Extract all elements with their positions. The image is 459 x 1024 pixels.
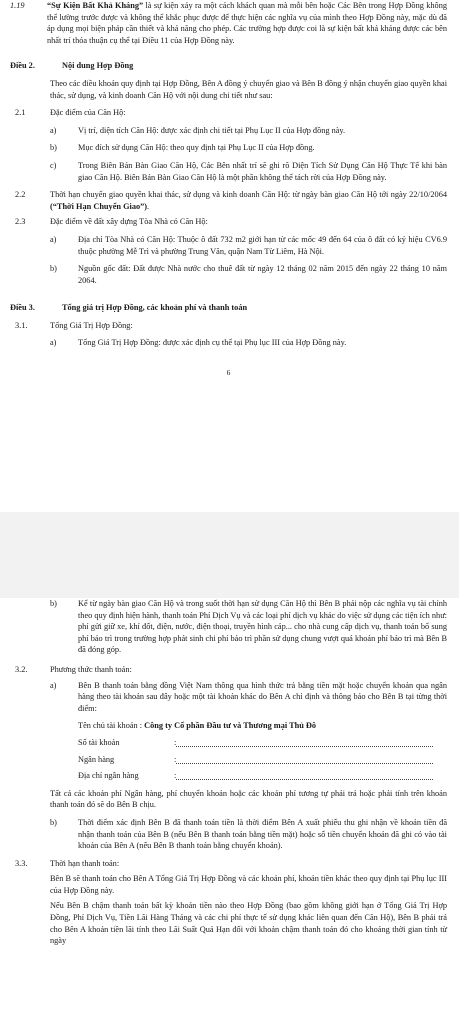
article-3-heading: Điều 3. Tổng giá trị Hợp Đồng, các khoản phí và thanh toán	[10, 303, 248, 313]
section-3-1-a: a) Tổng Giá Trị Hợp Đồng: được xác định cụ thể tại Phụ lục III của Hợp Đồng này.	[50, 338, 347, 348]
section-2-3-a: a) Địa chỉ Tòa Nhà có Căn Hộ: Thuộc ô đất 732 m2 giới hạn từ các mốc 49 đến 64 của ô đất có ký hiệu CV6.9 thuộc phường Mễ Trì và phường Trung Văn, quận Nam Từ Liêm, Hà Nội.	[50, 234, 447, 256]
field-bank-address: Địa chỉ ngân hàng :	[10, 770, 447, 782]
section-3-2-b: b) Thời điểm xác định Bên B đã thanh toán tiền là thời điểm Bên A xuất phiếu thu ghi nhận về khoản tiền đã nhận thanh toán của Bên B (nếu Bên B thanh toán bằng tiền mặt) hoặc số tiền chuyển khoản đã ghi có vào tài khoản của Bên A (nếu Bên B thanh toán bằng chuyển khoản).	[50, 817, 447, 851]
page-number: 6	[226, 368, 231, 378]
term-force-majeure: “Sự Kiện Bất Khả Kháng”	[47, 1, 144, 10]
field-account-number: Số tài khoản :	[10, 737, 447, 749]
section-2-3: 2.3 Đặc điểm về đất xây dựng Tòa Nhà có Căn Hộ:	[15, 217, 208, 227]
fees-note: Tất cả các khoản phí Ngân hàng, phí chuyển khoản hoặc các khoản phí tương tự phải trả hoặc phải tính trên khoản thanh toán đó sẽ do Bên B chịu.	[50, 788, 447, 810]
section-2-2: 2.2 Thời hạn chuyển giao quyền khai thác, sử dụng và kinh doanh Căn Hộ: từ ngày bàn giao Căn Hộ tới ngày 22/10/2064 (“Thời Hạn Chuyển Giao”).	[15, 190, 447, 211]
section-3-2-a: a) Bên B thanh toán bằng đồng Việt Nam thông qua hình thức trả bằng tiền mặt hoặc chuyển khoản qua ngân hàng theo tài khoản sau đây hoặc một tài khoản khác do Bên A chỉ định và thông báo cho Bên B tại từng thời điểm:	[50, 680, 447, 713]
section-3-1: 3.1. Tổng Giá Trị Hợp Đồng:	[15, 320, 133, 330]
article-2-heading: Điều 2. Nội dung Hợp Đồng	[10, 61, 134, 71]
page-gap	[0, 512, 459, 598]
section-3-3-para-1: Bên B sẽ thanh toán cho Bên A Tổng Giá Trị Hợp Đồng và các khoản phí, khoản tiền khác theo quy định tại Phụ lục III của Hợp Đồng này.	[50, 874, 447, 895]
section-2-1-a: a) Vị trí, diện tích Căn Hộ: được xác định chi tiết tại Phụ Lục II của Hợp đồng này.	[50, 125, 346, 135]
field-bank: Ngân hàng :	[10, 754, 447, 766]
clause-text: “Sự Kiện Bất Khả Kháng” là sự kiện xảy ra một cách khách quan mà mỗi bên hoặc Các Bên trong Hợp Đồng không thể lường trước được và không thể khắc phục được để thực hiện các nghĩa vụ của mình theo Hợp Đồng này, mặc dù đã áp dụng mọi biện pháp cần thiết và khả năng cho phép. Các trường hợp được coi là sự kiện bất khả kháng được các bên nhất trí thỏa thuận cụ thể tại Điều 11 của Hợp Đồng này.	[47, 1, 448, 45]
section-2-1-c: c) Trong Biên Bản Bàn Giao Căn Hộ, Các Bên nhất trí sẽ ghi rõ Diện Tích Sử Dụng Căn Hộ Thực Tế khi bàn giao Căn Hộ. Biên Bản Bàn Giao Căn Hộ là một phần không thể tách rời của Hợp Đồng này.	[50, 160, 447, 182]
document-page-2	[0, 598, 459, 1024]
section-3-3-para-2: Nếu Bên B chậm thanh toán bất kỳ khoản tiền nào theo Hợp Đồng (bao gồm không giới hạn ở Tổng Giá Trị Hợp Đồng, Phí Dịch Vụ, Tiền Lãi Hàng Tháng và các chi phí thực tế sử dụng khác liên quan đến Căn Hộ), Bên B phải trả cho Bên A khoản tiền lãi tính theo Lãi Suất Quá Hạn đối với khoản chậm thanh toán đó cho khoảng thời gian tính từ ngày	[50, 901, 447, 946]
section-3-3: 3.3. Thời hạn thanh toán:	[15, 858, 120, 868]
bank-blank	[176, 754, 433, 764]
article-2-intro: Theo các điều khoản quy định tại Hợp Đồng, Bên A đồng ý chuyển giao và Bên B đồng ý nhận chuyển giao quyền khai thác, sử dụng, và kinh doanh Căn Hộ với nội dung chi tiết như sau:	[50, 78, 447, 100]
section-2-3-b: b) Nguồn gốc đất: Đất được Nhà nước cho thuê đất từ ngày 12 tháng 02 năm 2015 đến ngày 22 tháng 10 năm 2064.	[50, 264, 447, 285]
section-3-2: 3.2. Phương thức thanh toán:	[15, 664, 132, 674]
clause-number: 1.19	[10, 1, 25, 10]
account-number-blank	[176, 737, 433, 747]
section-2-1: 2.1 Đặc điểm của Căn Hộ:	[15, 108, 126, 118]
account-owner: Tên chủ tài khoản : Công ty Cổ phần Đầu tư và Thương mại Thủ Đô	[78, 721, 317, 731]
section-2-1-b: b) Mục đích sử dụng Căn Hộ: theo quy định tại Phụ Lục II của Hợp đồng.	[50, 143, 315, 153]
section-3-1-b: b) Kể từ ngày bàn giao Căn Hộ và trong suốt thời hạn sử dụng Căn Hộ thì Bên B phải nộp các nghĩa vụ tài chính theo quy định hiện hành, thanh toán Phí Dịch Vụ và các loại phí dịch vụ khác do việc sử dụng các tiện ích như: phí gửi giữ xe, khí đốt, điện, nước, điện thoại, truyền hình cáp... cho nhà cung cấp dịch vụ, thanh toán bổ sung phí bảo trì trong trường hợp phát sinh chi phí bảo trì phần sử dụng chung vượt quá khoản phí bảo trì mà Bên B đã đóng góp.	[50, 599, 447, 655]
bank-address-blank	[176, 770, 433, 780]
clause-1-19	[10, 0, 447, 46]
